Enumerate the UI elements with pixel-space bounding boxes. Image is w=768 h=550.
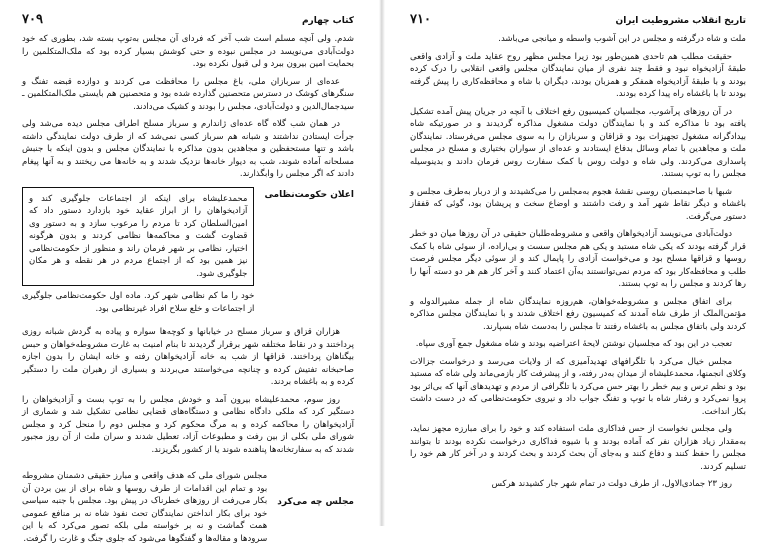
left-running-head	[22, 14, 354, 27]
left-intro-paragraph: عده‌ای از سربازان ملی، باغ مجلس را محافظت می کردند و دوازده قبضه تفنگ و سنگرهای کوشک در دسترس متحصنین گذارده شده بود و متحصنین هم بایستی ملک‌المتکلمین ـ سید‌جمال‌الدین و دولت‌آبادی، مجلس را بودند و کشیک می‌دادند.	[22, 76, 354, 112]
left-book-part: کتاب چهارم	[301, 16, 354, 26]
right-paragraph: ولی مجلس نخواست از حس فداکاری ملت استفاده کند و خود را برای مبارزه مجهز نماید، به‌مقدار زیاد هزاران نفر که آماده بودند و با شیوه فداکاری درخواست نکرده بودند تا بتوانند مجلس را حفظ کنند و دفاع کنند و به‌جای آن بحث کردند و بحث کردند و در آخر کار هم خود را تسلیم کردند.	[410, 424, 746, 472]
book-gutter	[379, 0, 385, 526]
right-running-head	[410, 14, 746, 27]
section-heading-parliament: مجلس چه می‌کرد	[277, 497, 354, 507]
left-paragraph: خود را ما کم نظامی شهر کرد. ماده اول حکومت‌نظامی جلوگیری از اجتماعات و خلع سلاح افراد غیرنظامی بود.	[22, 291, 255, 314]
right-page-number: ۷۱۰	[410, 12, 431, 27]
right-paragraph: تعجب در این بود که مجلسیان نوشتن لایحهٔ اعتراضیه بودند و شاه مشغول جمع آوری سپاه.	[415, 339, 732, 349]
boxed-paragraph: محمدعلیشاه برای اینکه از اجتماعات جلوگیری کند و آزادیخواهان را از ابراز عقاید خود بازدارد دستور داد که امین‌السلطان کرد تا مردم را مرعوب سازد و به دستور وی قضاوت گشت و محاکمه‌ها نظامی کردند و بدون هرگونه اختیار، نظامی بر شهر فرمان راند و منظور از حکومت‌نظامی نیز همین بود که از اجتماع مردم در هر نقطه و هر مکان جلوگیری شود.	[22, 187, 254, 287]
right-page	[392, 0, 768, 526]
left-paragraph: هزاران قزاق و سرباز مسلح در خیابانها و کوچه‌ها سواره و پیاده به گردش شبانه روزی پرداختند و در نقاط مختلفه شهر برقرار گردیدند تا بنام امنیت به غارت مشروطه‌خواهان و حبس بیگناهان پرداختند. قزاقها از شب به خانه آزادیخواهان رفته و خانه ایشان را بدون اجازه صاحبخانه تفتیش کرده و چنانچه می‌خواستند می‌بردند و بسیاری از رهبران ملت را دستگیر کرده و به باغشاه بردند.	[22, 327, 354, 387]
right-paragraph: برای اتفاق مجلس و مشروطه‌خواهان، هم‌روزه نمایندگان شاه از جمله مشیرالدوله و مؤتمن‌الملک از طرف شاه آمدند که کمیسیون رفع اختلاف شدند و با نمایندگان مجلس مذاکره کردند ولی باتفاق مجلس به باغشاه رفتند تا مجلس را به‌دست شاه بسپارند.	[410, 296, 746, 332]
section-body-parliament	[22, 470, 267, 550]
right-paragraph: شبها با صاحبمنصبان روسی نقشهٔ هجوم به‌مجلس را می‌کشیدند و از دربار به‌طرف مجلس و باغشاه و دیگر نقاط شهر آمد و رفت داشتند و اوضاع سخت و پریشان بود، گوئی که قفقاز دستور می‌گرفت.	[410, 186, 746, 222]
right-paragraph: ملت و شاه درگرفته و مجلس در این آشوب واسطه و میانجی می‌باشد.	[498, 34, 746, 44]
left-intro-paragraph: در همان شب گلاه گاه عده‌ای ژاندارم و سرباز مسلح اطراف مجلس دیده می‌شد ولی جرأت ایستادن نداشتند و شبانه هم سرباز کسی نمی‌شد که از طرف دولت نمایندگی داشته باشد و تنها مستحفظین و مجاهدین بدون مذاکره با نمایندگان مجلس و بدون اینکه با جنبش مسلحانه آماده شوند، شب به دیوار خانه‌ها نزدیک شدند و به خانه‌ها می ریختند و به آنها پیغام دادند که اگر مجلس را وابگذارند.	[22, 119, 354, 179]
right-paragraph: حقیقت مطلب هم تاحدی همین‌طور بود زیرا مجلس مظهر روح عقاید ملت و آزادی واقعی طبقهٔ آزادیخواه نبود و فقط چند نفری از میان نمایندگان مجلس واقعی انقلابی را درک کرده بودند و با طبقهٔ آزادیخواه همفکر و همزبان بودند، دیگران با شاه و محافظه‌کاری را پیش گرفته بودند تا با باغشاه راه پیدا کرده بودند.	[410, 51, 746, 99]
left-page	[0, 0, 372, 544]
right-paragraph: روز ۲۳ جمادی‌الاول، از طرف دولت در تمام شهر جار کشیدند هرکس	[491, 479, 732, 489]
right-paragraph: در آن روزهای پرآشوب، مجلسیان کمیسیون رفع اختلاف با آنچه در جریان پیش آمده تشکیل یافته بود تا مذاکره کند و با نمایندگان دولت مشغول مذاکره گردیدند و در صورتیکه شاه بیدادگرانه مشغول تجهیزات بود و قزاقان و سربازان را به سوی مجلس می‌فرستاد. نمایندگان ملت و مجاهدین با تمام وسائل بدفاع ایستادند و عده‌ای از سواران بختیاری و مسلح در مجلس پاسداری می‌کردند. ولی شاه و دولت روس با کمک سفارت روس فرمان دادند و بدینوسیله مجلس را به توپ بستند.	[410, 106, 746, 179]
section-parliament	[22, 470, 354, 550]
left-intro-paragraph: شدم. ولی آنچه مسلم است شب آخر که فردای آن مجلس به‌توپ بسته شد، بطوری که خود دولت‌آبادی می‌نویسد در مجلس نبوده و حتی کوشش بسیار کرده بود که ملک‌المتکلمین را بحمایت امین بیرون ببرد و لی قبول نکرده بود.	[22, 34, 354, 69]
left-page-number: ۷۰۹	[22, 12, 43, 27]
right-book-title: تاریخ انقلاب مشروطیت ایران	[615, 16, 746, 26]
left-paragraph: روز سوم، محمدعلیشاه بیرون آمد و خودش مجلس را به توپ بست و آزادیخواهان را دستگیر کرد که ملکی دادگاه نظامی و دستگاه‌های قضایی نظامی تشکیل شد و شماری از آزادیخواهان را محاکمه کرده و به مرگ محکوم کرد و مجلس دوم را منحل کرد و مجلس شورای ملی بکلی از بین رفت و مطبوعات آزاد، تعطیل شدند و سران ملت از آن روز مجبور شدند که به سفارتخانه‌ها پناهنده شوند یا از کشور بگریزند.	[22, 394, 354, 455]
section-heading-martial-law: اعلان حکومت‌نظامی	[264, 189, 354, 200]
right-paragraph: مجلس خیال می‌کرد با تلگرافهای تهدیدآمیزی که از ولایات می‌رسد و درخواست جزالات وکلای انجمنها، محمدعلیشاه از میدان به‌در رفته، و از پیشرفت کار بازمی‌ماند ولی شاه که مستبد بود و نظم ترس و بیم خطر را بهتر حس می‌کرد با تلگرافی از مردم و تهدیدهای آنها که بی‌اثر بود پروا نمی‌کرد و رفتار شاه با توپ و تفنگ جواب داد و نیروی حکومت‌نظامی که در دست داشت بکار انداخت.	[410, 356, 746, 417]
section-martial-law	[22, 187, 354, 321]
left-paragraph: مجلس شورای ملی که هدف واقعی و مبارز حقیقی دشمنان مشروطه بود و تمام این اقدامات از طرف روسها و شاه برای از بین بردن آن بکار می‌رفت از روزهای خطرناک در پیش بود. مجلس با جنبه سیاسی خود برای بکار انداختن نمایندگان تحت نفوذ شاه نه بر منافع عمومی همت گماشت و نه بر خواسته ملی بلکه تصور می‌کرد که با این سرودها و مقاله‌ها و گفتگوها می‌شود که جلوی جنگ و غارت را گرفت.	[22, 471, 268, 544]
right-paragraph: دولت‌آبادی می‌نویسد آزادیخواهان واقعی و مشروطه‌طلبان حقیقی در آن روزها میان دو خطر قرار گرفته بودند که یکی شاه مستبد و یکی هم مجلس سست و بی‌اراده، از سوئی شاه با کمک روسها و قزاقها مسلح بود و می‌خواست آزادی را پایمال کند و از سوئی دیگر مجلس فرصت طلب و محافظه‌کار بود که مردم نمی‌توانستند به‌آن اعتماد کنند و آخر کار هم هر دو دسته آنها را رها کردند و مجلس را به توپ بستند.	[410, 229, 746, 289]
section-body-martial-law	[22, 187, 254, 321]
